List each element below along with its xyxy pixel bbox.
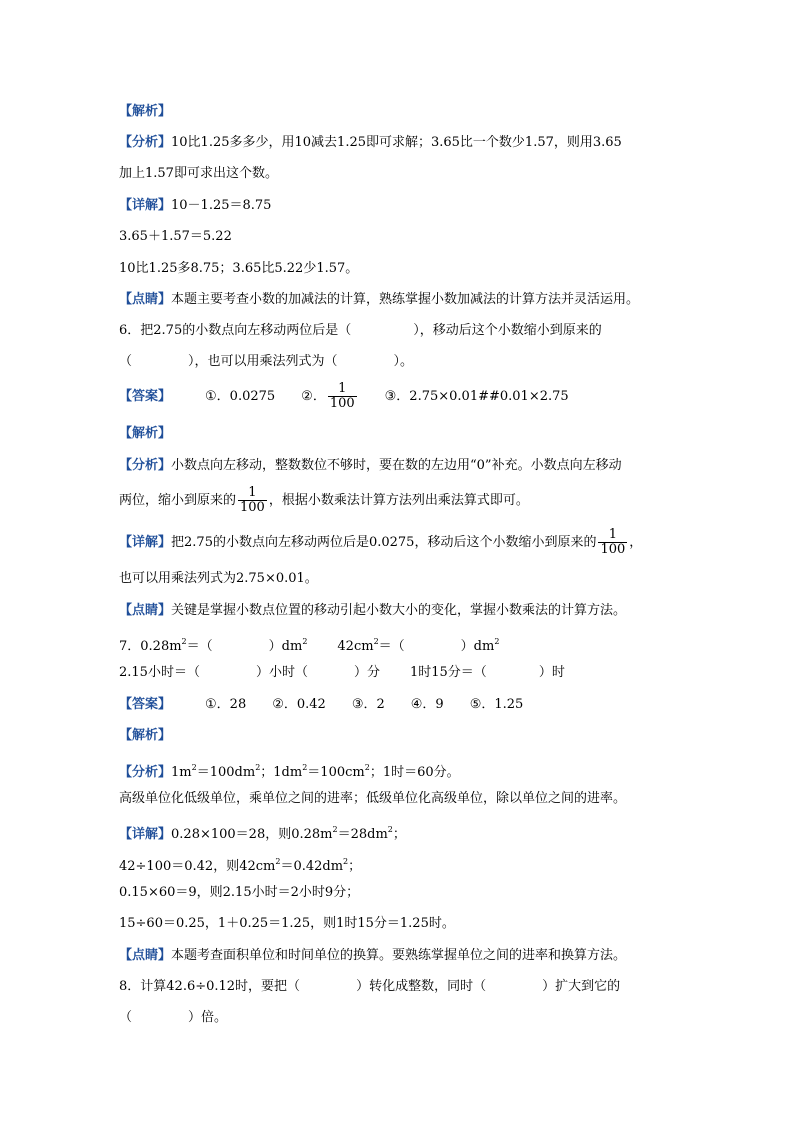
fenxi-text: 1m xyxy=(171,765,192,780)
superscript: 2 xyxy=(275,857,281,866)
fenxi-text: ＝100cm xyxy=(307,765,365,780)
s5-fenxi-line1 xyxy=(119,133,622,153)
q7-stem-part: ＝（ xyxy=(186,639,213,654)
dianjing-tag: 【点睛】 xyxy=(119,603,172,618)
q7-stem-part: ）小时（ xyxy=(255,665,308,680)
q6-answer-line xyxy=(119,378,569,416)
superscript: 2 xyxy=(343,857,349,866)
superscript: 2 xyxy=(373,637,379,646)
dianjing-text: 本题考查面积单位和时间单位的换算。要熟练掌握单位之间的进率和换算方法。 xyxy=(171,948,627,963)
s5-dianjing-line xyxy=(119,290,639,310)
q6-jiexi-tag: 【解析】 xyxy=(119,426,172,441)
s5-xiangjie-line3: 10比1.25多8.75；3.65比5.22少1.57。 xyxy=(119,261,359,276)
answer-tag: 【答案】 xyxy=(119,697,172,712)
q7-xiangjie-line2 xyxy=(119,852,361,877)
q7-dianjing-line xyxy=(119,946,626,966)
s5-jiexi-tag: 【解析】 xyxy=(119,104,172,119)
superscript: 2 xyxy=(302,637,308,646)
answer-item: ③．2.75×0.01##0.01×2.75 xyxy=(384,389,569,404)
q7-stem-part: ）时 xyxy=(538,665,565,680)
answer-item: ②． xyxy=(301,389,326,404)
fenxi-tag: 【分析】 xyxy=(119,135,172,150)
fenxi-text: ；1时＝60分。 xyxy=(369,765,460,780)
q6-stem-line1 xyxy=(119,321,602,341)
dianjing-tag: 【点睛】 xyxy=(119,948,172,963)
fraction-numerator: 1 xyxy=(238,486,267,501)
q6-fenxi-line1 xyxy=(119,456,622,476)
q7-stem-part: 2.15小时＝（ xyxy=(119,665,200,680)
superscript: 2 xyxy=(302,763,308,772)
q7-jiexi-tag: 【解析】 xyxy=(119,728,172,743)
q6-stem-part: 6．把2.75的小数点向左移动两位后是（ xyxy=(119,323,352,338)
q7-stem-line1 xyxy=(119,632,499,657)
s5-xiangjie-line1 xyxy=(119,196,271,216)
xiangjie-text: 10－1.25＝8.75 xyxy=(171,198,272,213)
answer-item: ③．2 xyxy=(351,697,385,712)
s5-xiangjie-line2: 3.65＋1.57＝5.22 xyxy=(119,229,232,244)
xiangjie-text: 0.28×100＝28，则0.28m xyxy=(171,827,333,842)
q6-stem-part: ），也可以用乘法列式为（ xyxy=(188,354,338,369)
fraction xyxy=(328,382,357,411)
xiangjie-tag: 【详解】 xyxy=(119,535,172,550)
fraction-numerator: 1 xyxy=(328,382,357,397)
q8-stem-part: ）倍。 xyxy=(188,1010,228,1025)
q6-xiangjie-line1 xyxy=(119,524,642,562)
answer-item: ②．0.42 xyxy=(272,697,326,712)
answer-item: ①．0.0275 xyxy=(205,389,276,404)
q7-stem-part: ）分 xyxy=(353,665,380,680)
fraction-denominator: 100 xyxy=(329,396,355,411)
fenxi-text: ＝100dm xyxy=(196,765,256,780)
q6-stem-line2 xyxy=(119,352,413,372)
q7-xiangjie-line1 xyxy=(119,820,406,845)
q7-xiangjie-line3: 0.15×60＝9，则2.15小时＝2小时9分； xyxy=(119,885,360,900)
q7-fenxi-line2: 高级单位化低级单位，乘单位之间的进率；低级单位化高级单位，除以单位之间的进率。 xyxy=(119,791,627,806)
q6-stem-part: ），移动后这个小数缩小到原来的 xyxy=(413,323,602,338)
xiangjie-text: ＝28dm xyxy=(337,827,388,842)
superscript: 2 xyxy=(191,763,197,772)
fenxi-tag: 【分析】 xyxy=(119,458,172,473)
q7-fenxi-line1 xyxy=(119,758,460,783)
dianjing-text: 关键是掌握小数点位置的移动引起小数大小的变化，掌握小数乘法的计算方法。 xyxy=(171,603,627,618)
q8-stem-part: ）扩大到它的 xyxy=(542,979,621,994)
dianjing-tag: 【点睛】 xyxy=(119,292,172,307)
q7-stem-part: ＝（ xyxy=(378,639,405,654)
q8-stem-line1 xyxy=(119,977,620,997)
answer-tag: 【答案】 xyxy=(119,389,172,404)
xiangjie-text: ； xyxy=(348,859,362,874)
q7-stem-part: 1时15分＝（ xyxy=(409,665,487,680)
q6-fenxi-line2 xyxy=(119,482,529,520)
q7-stem-line2 xyxy=(119,663,565,683)
xiangjie-tag: 【详解】 xyxy=(119,198,172,213)
fenxi-text: 两位，缩小到原来的 xyxy=(119,493,237,508)
q6-stem-part: ）。 xyxy=(393,354,414,369)
q7-answer-line xyxy=(119,695,523,715)
fraction xyxy=(598,528,627,557)
superscript: 2 xyxy=(494,637,500,646)
xiangjie-text: ， xyxy=(629,535,643,550)
q6-stem-part: （ xyxy=(119,354,133,369)
fraction xyxy=(238,486,267,515)
q6-dianjing-line xyxy=(119,601,626,621)
xiangjie-text: 把2.75的小数点向左移动两位后是0.0275，移动后这个小数缩小到原来的 xyxy=(171,535,597,550)
answer-item: ⑤．1.25 xyxy=(469,697,524,712)
fenxi-text: ；1dm xyxy=(260,765,303,780)
s5-fenxi-line2: 加上1.57即可求出这个数。 xyxy=(119,166,278,181)
superscript: 2 xyxy=(387,825,393,834)
fenxi-text: 小数点向左移动，整数数位不够时，要在数的左边用“0”补充。小数点向左移动 xyxy=(171,458,622,473)
q8-stem-line2 xyxy=(119,1008,227,1028)
fraction-numerator: 1 xyxy=(598,528,627,543)
q8-stem-part: 8．计算42.6÷0.12时，要把（ xyxy=(119,979,301,994)
answer-item: ④．9 xyxy=(410,697,444,712)
superscript: 2 xyxy=(181,637,187,646)
xiangjie-tag: 【详解】 xyxy=(119,827,172,842)
xiangjie-text: ＝0.42dm xyxy=(280,859,344,874)
fraction-denominator: 100 xyxy=(240,500,265,515)
xiangjie-text: ； xyxy=(392,827,406,842)
q7-stem-part: 7．0.28m xyxy=(119,639,182,654)
q7-stem-part: 42cm xyxy=(337,639,374,654)
q8-stem-part: （ xyxy=(119,1010,133,1025)
superscript: 2 xyxy=(255,763,261,772)
fenxi-text: ，根据小数乘法计算方法列出乘法算式即可。 xyxy=(268,493,529,508)
fenxi-text: 10比1.25多多少，用10减去1.25即可求解；3.65比一个数少1.57，则用3.65 xyxy=(171,135,622,150)
fraction-denominator: 100 xyxy=(600,542,626,557)
q7-stem-part: ）dm xyxy=(460,639,495,654)
fenxi-tag: 【分析】 xyxy=(119,765,172,780)
q7-stem-part: ）dm xyxy=(268,639,303,654)
dianjing-text: 本题主要考查小数的加减法的计算，熟练掌握小数加减法的计算方法并灵活运用。 xyxy=(171,292,640,307)
xiangjie-text: 42÷100＝0.42，则42cm xyxy=(119,859,276,874)
superscript: 2 xyxy=(364,763,370,772)
q6-xiangjie-line2: 也可以用乘法列式为2.75×0.01。 xyxy=(119,571,318,586)
q7-xiangjie-line4: 15÷60＝0.25，1＋0.25＝1.25，则1时15分＝1.25时。 xyxy=(119,916,455,931)
superscript: 2 xyxy=(332,825,338,834)
q8-stem-part: ）转化成整数，同时（ xyxy=(356,979,487,994)
answer-item: ①．28 xyxy=(205,697,247,712)
